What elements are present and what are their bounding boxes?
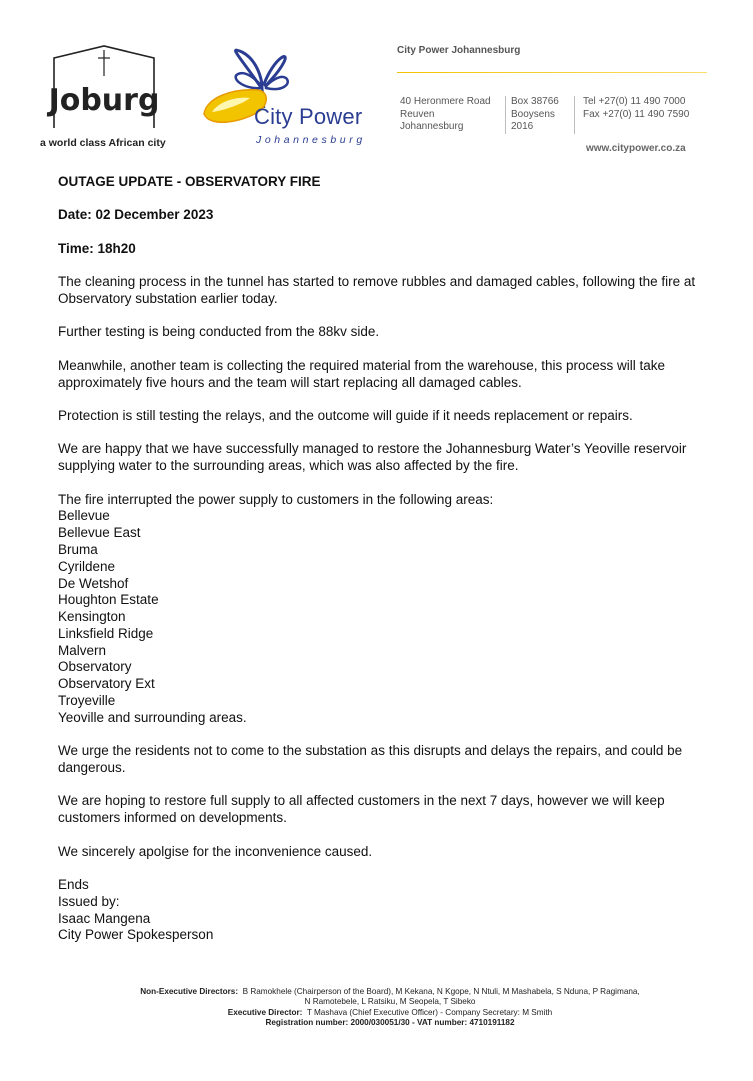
exec-text: T Mashava (Chief Executive Officer) - Company Secretary: M Smith [306,1007,553,1017]
footer [90,987,690,1029]
area-item: Linksfield Ridge [58,625,154,641]
affected-areas [58,492,698,727]
paragraph: We urge the residents not to come to the substation as this disrupts and delays the repairs, and could be dangerous. [58,743,683,776]
ned-list-cont: N Ramotebele, L Ratsiku, M Seopela, T Sibeko [304,997,476,1007]
registration-info: Registration number: 2000/030051/30 - VAT number: 4710191182 [265,1018,515,1028]
paragraph: We are hoping to restore full supply to all affected customers in the next 7 days, however we will keep customers informed on developments. [58,793,665,826]
area-item: Bellevue East [58,525,141,541]
signoff-title: City Power Spokesperson [58,927,214,943]
document-title: OUTAGE UPDATE - OBSERVATORY FIRE [58,174,321,189]
contact-numbers: Tel +27(0) 11 490 7000 Fax +27(0) 11 490 7590 [583,96,690,120]
header-divider [397,72,707,73]
city-power-logo-subtitle: Johannesburg [256,134,366,146]
area-list [58,508,698,726]
exec-label: Executive Director: [227,1007,303,1017]
website-link[interactable]: www.citypower.co.za [586,143,686,154]
area-item: Malvern [58,642,107,658]
document-time: Time: 18h20 [58,240,136,256]
signoff-line: Issued by: [58,893,120,909]
paragraph: Meanwhile, another team is collecting the required material from the warehouse, this process will take approximately five hours and the team will start replacing all damaged cables. [58,357,666,390]
area-item: De Wetshof [58,575,129,591]
ned-label: Non-Executive Directors: [140,987,239,996]
joburg-tagline: a world class African city [40,137,166,149]
areas-intro: The fire interrupted the power supply to customers in the following areas: [58,491,494,507]
paragraph: The cleaning process in the tunnel has started to remove rubbles and damaged cables, following the fire at Observatory substation earlier today. [58,274,696,306]
document-body [58,174,698,944]
area-item: Bellevue [58,508,110,524]
street-address: 40 Heronmere Road Reuven Johannesburg [400,96,491,133]
signoff [58,877,698,944]
city-power-logo-name: City Power [254,104,363,129]
joburg-logo [40,44,168,130]
ned-list: B Ramokhele (Chairperson of the Board), M Kekana, N Kgope, N Ntuli, M Mashabela, S Nduna, P Ragimana, [242,987,640,996]
area-item: Bruma [58,541,98,557]
paragraph: Further testing is being conducted from the 88kv side. [58,324,380,340]
paragraph: We sincerely apolgise for the inconvenience caused. [58,843,373,859]
company-name: City Power Johannesburg [397,45,521,56]
postal-address: Box 38766 Booysens 2016 [511,96,559,133]
area-item: Observatory Ext [58,676,155,692]
paragraph: Protection is still testing the relays, and the outcome will guide if it needs replacement or repairs. [58,407,633,423]
area-item: Houghton Estate [58,592,159,608]
signoff-name: Isaac Mangena [58,910,151,926]
document-date: Date: 02 December 2023 [58,207,214,223]
area-item: Yeoville and surrounding areas. [58,709,247,725]
area-item: Kensington [58,609,126,625]
area-item: Cyrildene [58,558,116,574]
address-separator [505,96,506,134]
paragraph: We are happy that we have successfully managed to restore the Johannesburg Water’s Yeoville reservoir supplying water to the surrounding areas, which was also affected by the fire. [58,441,687,474]
svg-text:Joburg: Joburg [48,83,160,118]
area-item: Observatory [58,659,132,675]
signoff-line: Ends [58,877,89,893]
area-item: Troyeville [58,693,116,709]
address-separator [574,96,575,134]
